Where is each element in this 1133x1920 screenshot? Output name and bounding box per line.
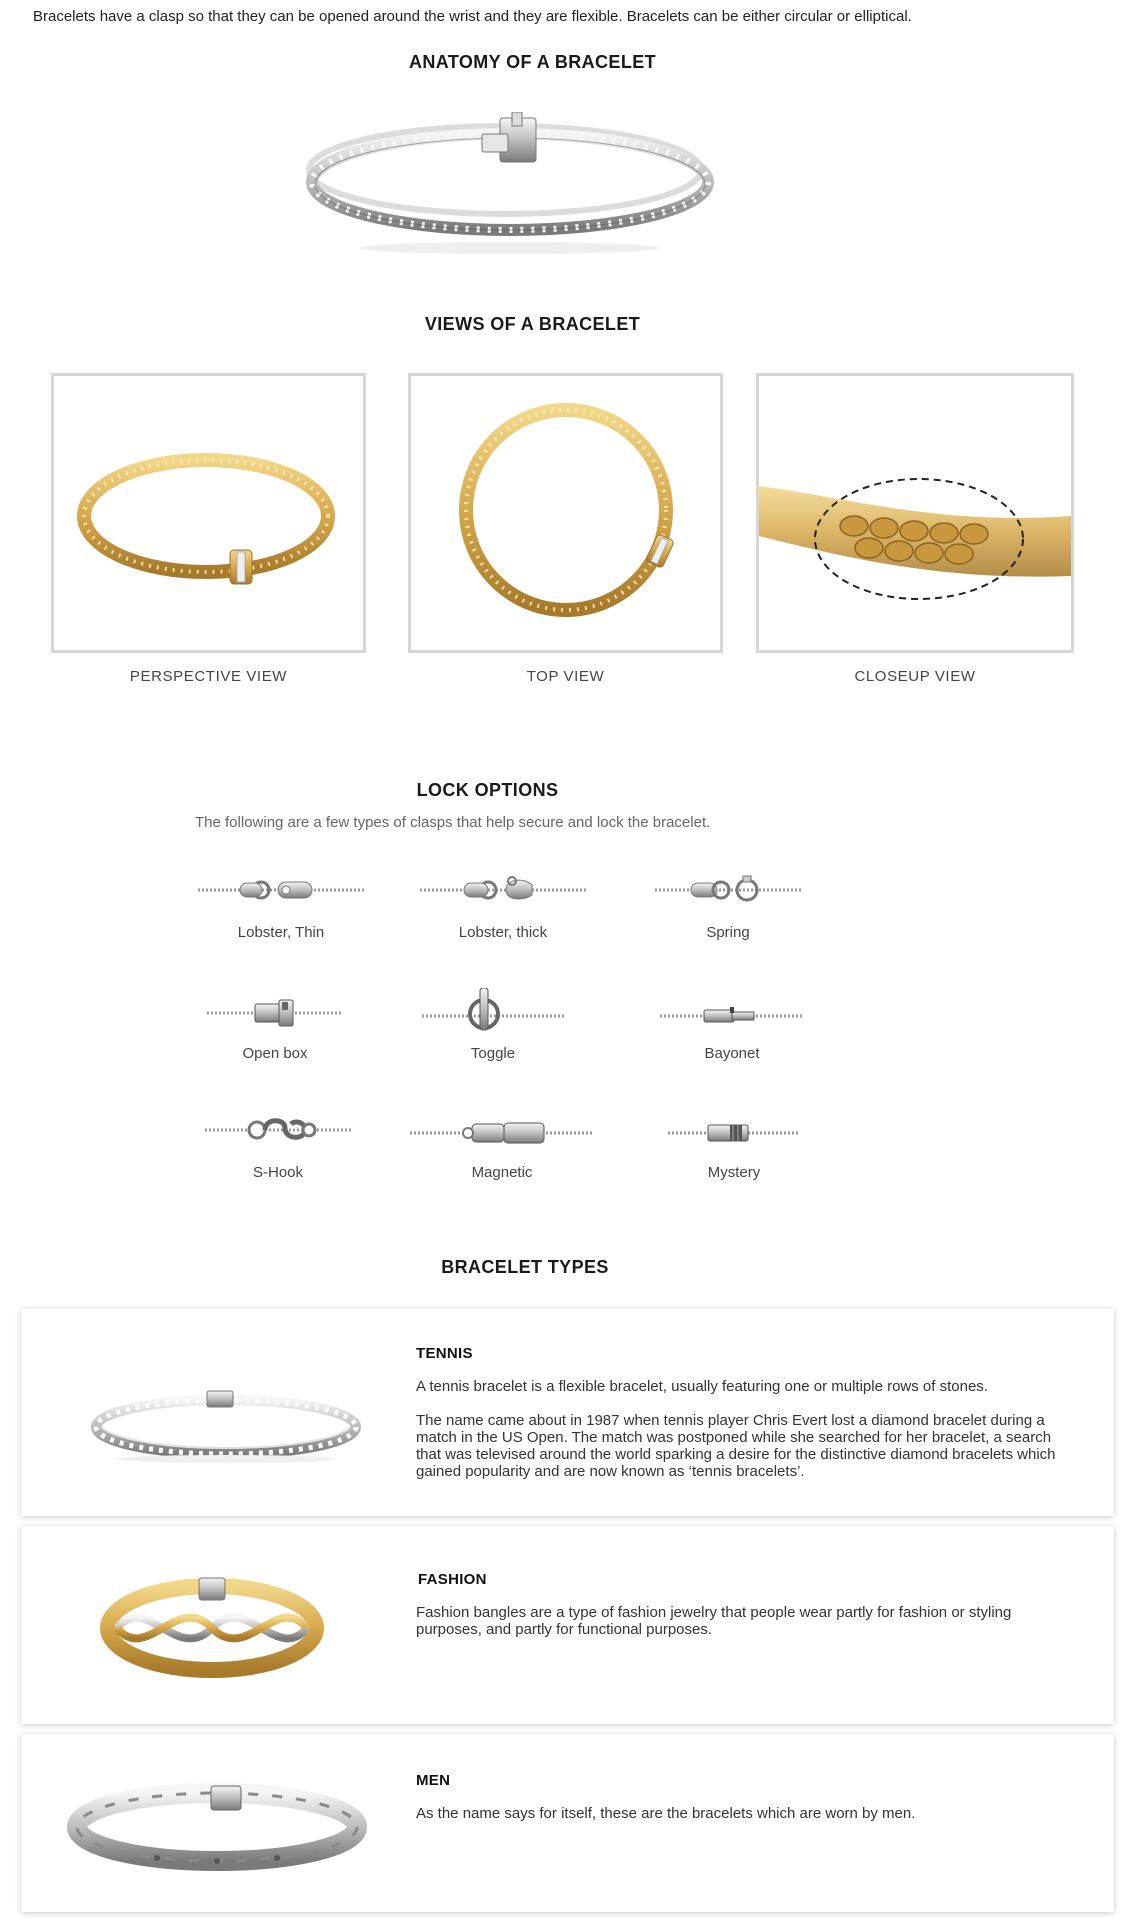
anatomy-title: ANATOMY OF A BRACELET [408,52,657,72]
perspective-view-frame [51,373,366,653]
closeup-view-image [759,376,1071,650]
bayonet-clasp-icon [660,1004,804,1028]
fashion-card [21,1526,1114,1724]
men-card [21,1734,1114,1912]
perspective-view-label: PERSPECTIVE VIEW [129,668,288,685]
tennis-title: TENNIS [416,1345,473,1362]
fashion-bracelet-image [87,1552,337,1700]
lobster-thick-clasp-icon [420,873,586,905]
views-title: VIEWS OF A BRACELET [424,314,641,334]
open-box-label: Open box [242,1045,308,1062]
fashion-title: FASHION [418,1571,487,1588]
lock-options-title: LOCK OPTIONS [416,780,559,800]
lobster-thin-clasp-icon [198,875,364,905]
tennis-bracelet-anatomy-image [300,112,720,262]
bayonet-label: Bayonet [704,1045,760,1062]
spring-clasp-icon [655,873,801,905]
tennis-description: A tennis bracelet is a flexible bracelet, usually featuring one or multiple rows of stones. The name came about in 1987 when tennis player Chris Evert lost a diamond bracelet during a match in the US Open. The match was postponed while she searched for her bracelet, a search that was televised around the world sparking a desire for the distinctive diamond bracelets which gained popularity and are now known as ‘tennis bracelets’. [416,1378,1056,1480]
mystery-label: Mystery [707,1164,761,1181]
lock-options-subtitle: The following are a few types of clasps that help secure and lock the bracelet. [195,814,711,831]
closeup-view-frame [756,373,1074,653]
open-box-clasp-icon [207,996,343,1030]
top-view-frame [408,373,723,653]
men-bracelet-image [61,1772,373,1882]
toggle-clasp-icon [422,988,564,1032]
intro-text: Bracelets have a clasp so that they can be opened around the wrist and they are flexible. Bracelets can be either circular or elliptical. [33,8,912,25]
toggle-label: Toggle [470,1045,516,1062]
mystery-clasp-icon [668,1120,800,1146]
closeup-view-label: CLOSEUP VIEW [854,668,976,685]
spring-label: Spring [706,924,750,941]
men-title: MEN [416,1772,451,1789]
fashion-description: Fashion bangles are a type of fashion jewelry that people wear partly for fashion or styling purposes, and partly for functional purposes. [416,1604,1012,1638]
top-view-image [411,376,720,650]
lobster-thin-label: Lobster, Thin [237,924,325,941]
s-hook-clasp-icon [205,1112,351,1146]
tennis-bracelet-image [83,1375,369,1465]
top-view-label: TOP VIEW [526,668,605,685]
bracelet-types-title: BRACELET TYPES [441,1257,609,1277]
magnetic-clasp-icon [410,1118,594,1148]
magnetic-label: Magnetic [471,1164,533,1181]
s-hook-label: S-Hook [252,1164,304,1181]
men-description: As the name says for itself, these are the bracelets which are worn by men. [416,1805,916,1822]
tennis-card [21,1309,1114,1516]
perspective-view-image [54,376,363,650]
lobster-thick-label: Lobster, thick [458,924,548,941]
